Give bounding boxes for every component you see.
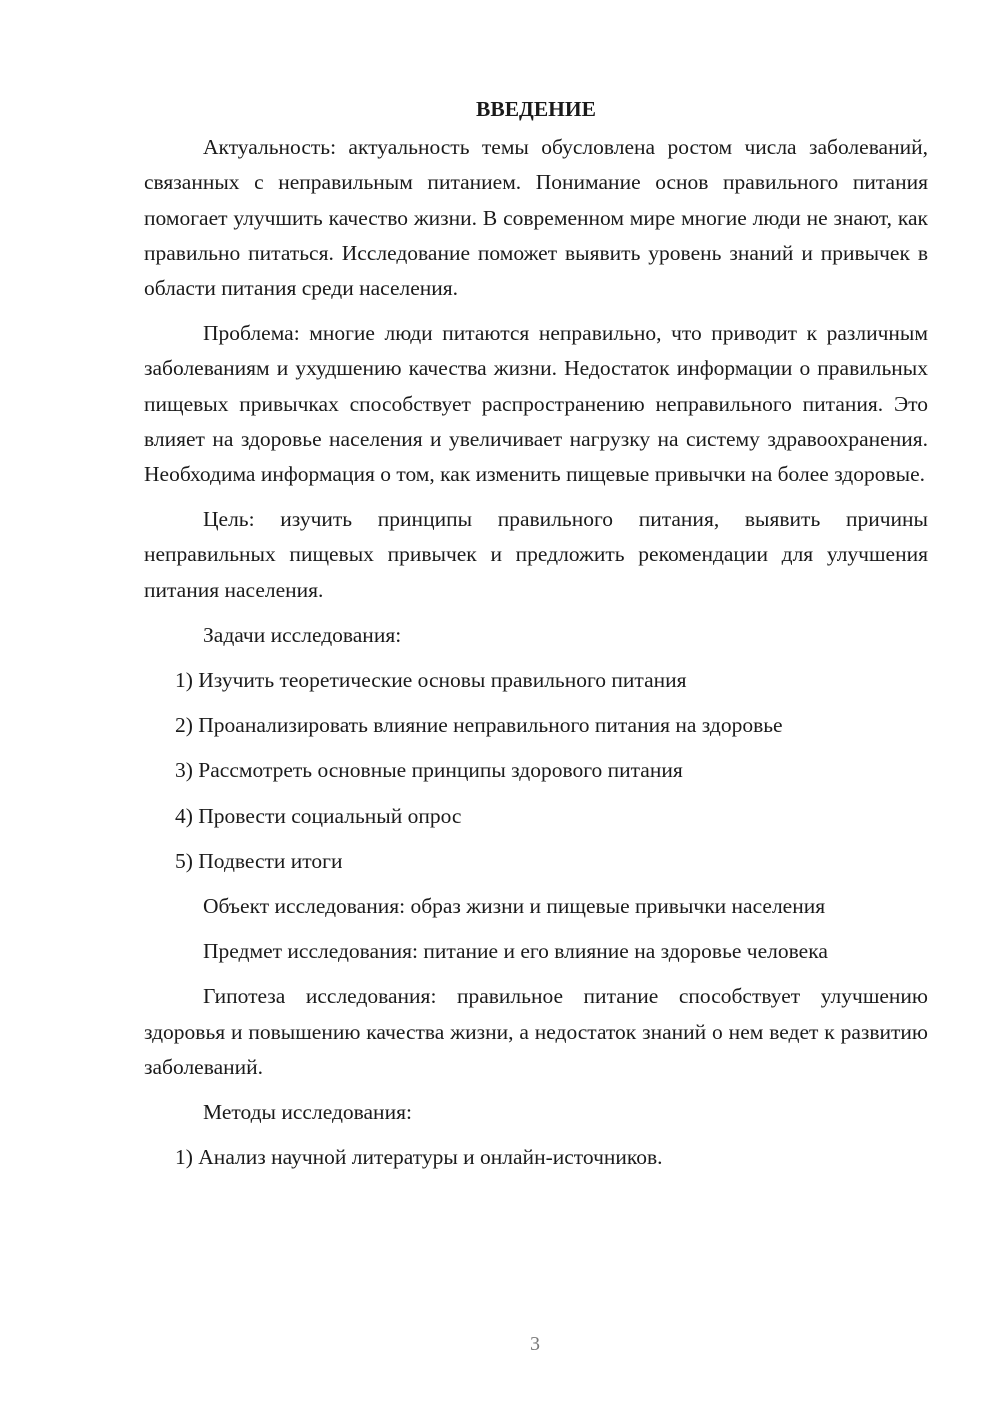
task-item: 2) Проанализировать влияние неправильного питания на здоровье xyxy=(175,713,783,738)
tasks-list xyxy=(144,663,928,879)
page-number: 3 xyxy=(530,1333,540,1355)
section-heading: ВВЕДЕНИЕ xyxy=(476,97,596,121)
hypothesis-paragraph: Гипотеза исследования: правильное питание способствует улучшению здоровья и повышению качества жизни, а недостаток знаний о нем ведет к развитию заболеваний. xyxy=(144,984,928,1079)
subject-line: Предмет исследования: питание и его влияние на здоровье человека xyxy=(203,939,828,964)
problem-paragraph: Проблема: многие люди питаются неправильно, что приводит к различным заболеваниям и ухудшению качества жизни. Недостаток информации о правильных пищевых привычках способствует распространению неправильного питания. Это влияет на здоровье населения и увеличивает нагрузку на систему здравоохранения. Необходима информация о том, как изменить пищевые привычки на более здоровые. xyxy=(144,321,928,487)
methods-title: Методы исследования: xyxy=(203,1100,412,1125)
task-item: 3) Рассмотреть основные принципы здорового питания xyxy=(175,758,683,783)
task-item: 4) Провести социальный опрос xyxy=(175,803,462,828)
task-item: 1) Изучить теоретические основы правильного питания xyxy=(175,668,687,693)
object-line: Объект исследования: образ жизни и пищевые привычки населения xyxy=(203,894,826,919)
page-content xyxy=(144,92,928,1185)
methods-list xyxy=(144,1140,928,1175)
tasks-title: Задачи исследования: xyxy=(203,622,402,647)
task-item: 5) Подвести итоги xyxy=(175,848,343,873)
goal-paragraph: Цель: изучить принципы правильного питания, выявить причины неправильных пищевых привычек и предложить рекомендации для улучшения питания населения. xyxy=(144,507,928,602)
relevance-paragraph: Актуальность: актуальность темы обусловлена ростом числа заболеваний, связанных с неправильным питанием. Понимание основ правильного питания помогает улучшить качество жизни. В современном мире многие люди не знают, как правильно питаться. Исследование поможет выявить уровень знаний и привычек в области питания среди населения. xyxy=(144,135,928,301)
method-item: 1) Анализ научной литературы и онлайн-источников. xyxy=(175,1145,663,1170)
